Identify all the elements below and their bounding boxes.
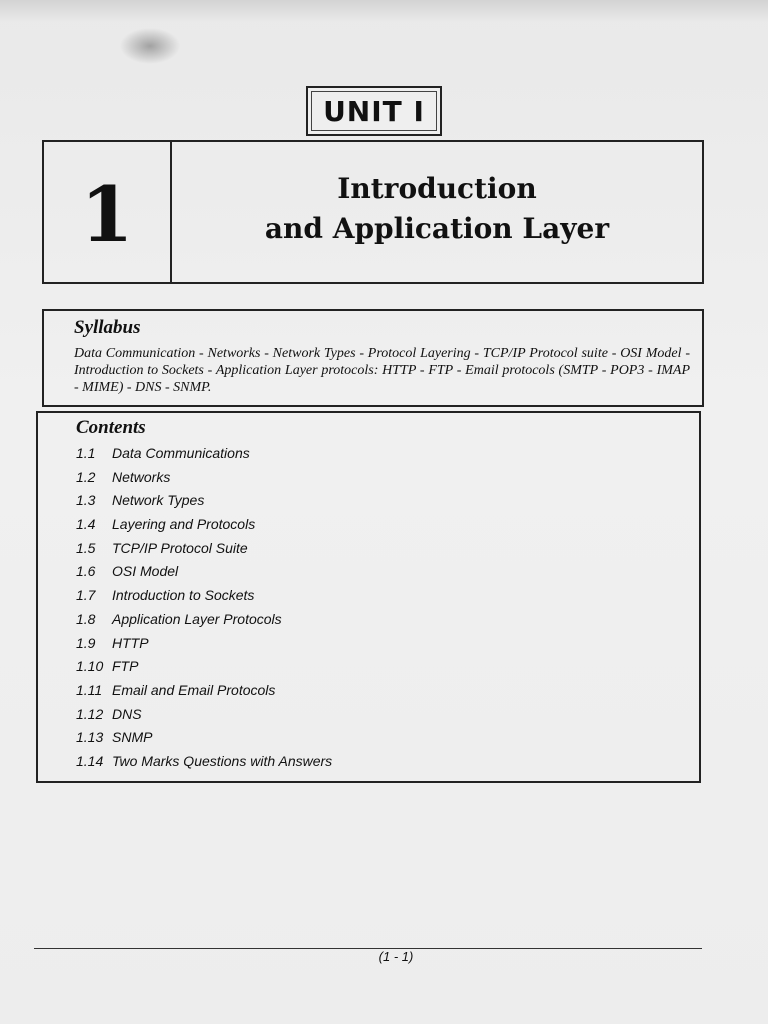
contents-item-title: HTTP (112, 634, 149, 651)
contents-item-title: SNMP (112, 729, 153, 746)
contents-item-number: 1.12 (76, 705, 104, 722)
syllabus-heading: Syllabus (74, 317, 141, 338)
contents-item (76, 469, 687, 493)
contents-item (76, 729, 687, 753)
contents-item (76, 516, 687, 540)
contents-item (76, 587, 687, 611)
contents-item-number: 1.5 (76, 539, 96, 556)
chapter-title-cell (172, 142, 702, 282)
contents-item-number: 1.11 (76, 681, 103, 698)
contents-item-number: 1.7 (76, 587, 96, 604)
unit-label: UNIT I (323, 94, 425, 128)
contents-item-title: Two Marks Questions with Answers (112, 752, 333, 769)
contents-item (76, 611, 687, 635)
contents-item-number: 1.13 (76, 729, 104, 746)
chapter-number-cell (44, 142, 172, 282)
contents-item (76, 658, 687, 682)
contents-item-title: Data Communications (112, 445, 250, 461)
contents-item (76, 492, 687, 516)
unit-label-box (306, 86, 442, 136)
contents-item-number: 1.6 (76, 563, 96, 580)
contents-item (76, 753, 687, 777)
contents-item-title: Layering and Protocols (112, 516, 256, 533)
contents-item-title: OSI Model (112, 563, 179, 580)
chapter-title-box (42, 140, 704, 284)
contents-item-number: 1.3 (76, 492, 96, 509)
contents-item-number: 1.1 (76, 445, 96, 461)
contents-item-title: FTP (112, 658, 139, 675)
contents-item (76, 682, 687, 706)
contents-heading: Contents (76, 417, 146, 438)
contents-item-title: Network Types (112, 492, 205, 509)
contents-item (76, 445, 687, 469)
chapter-title-line-2: and Application Layer (264, 212, 610, 245)
scan-top-edge (0, 0, 768, 22)
contents-item-number: 1.14 (76, 752, 104, 769)
contents-item-title: Networks (112, 468, 171, 485)
contents-item-title: Email and Email Protocols (112, 681, 276, 698)
chapter-number: 1 (80, 169, 134, 259)
contents-item-title: Introduction to Sockets (112, 587, 255, 604)
contents-item-number: 1.4 (76, 516, 96, 533)
contents-item-title: Application Layer Protocols (112, 610, 282, 627)
page-number: (1 - 1) (378, 949, 414, 964)
contents-item-number: 1.9 (76, 634, 96, 651)
contents-list (76, 445, 687, 777)
page-number-container (0, 949, 768, 964)
contents-box (36, 411, 701, 783)
contents-item-title: DNS (112, 705, 142, 722)
contents-item (76, 563, 687, 587)
contents-item-number: 1.2 (76, 468, 96, 485)
contents-item (76, 706, 687, 730)
contents-item (76, 635, 687, 659)
scan-smudge (120, 28, 180, 64)
contents-item-number: 1.10 (76, 658, 104, 675)
contents-item-number: 1.8 (76, 610, 96, 627)
contents-item-title: TCP/IP Protocol Suite (112, 539, 248, 556)
chapter-title-line-1: Introduction (337, 172, 537, 205)
syllabus-box (42, 309, 704, 407)
syllabus-text: Data Communication - Networks - Network Types - Protocol Layering - TCP/IP Protocol suite - OSI Model - Introduction to Sockets - Application Layer protocols: HTTP - FTP - Email protocols (SMTP - POP3 - IMAP - MIME) - DNS - SNMP. (74, 346, 690, 395)
contents-item (76, 540, 687, 564)
